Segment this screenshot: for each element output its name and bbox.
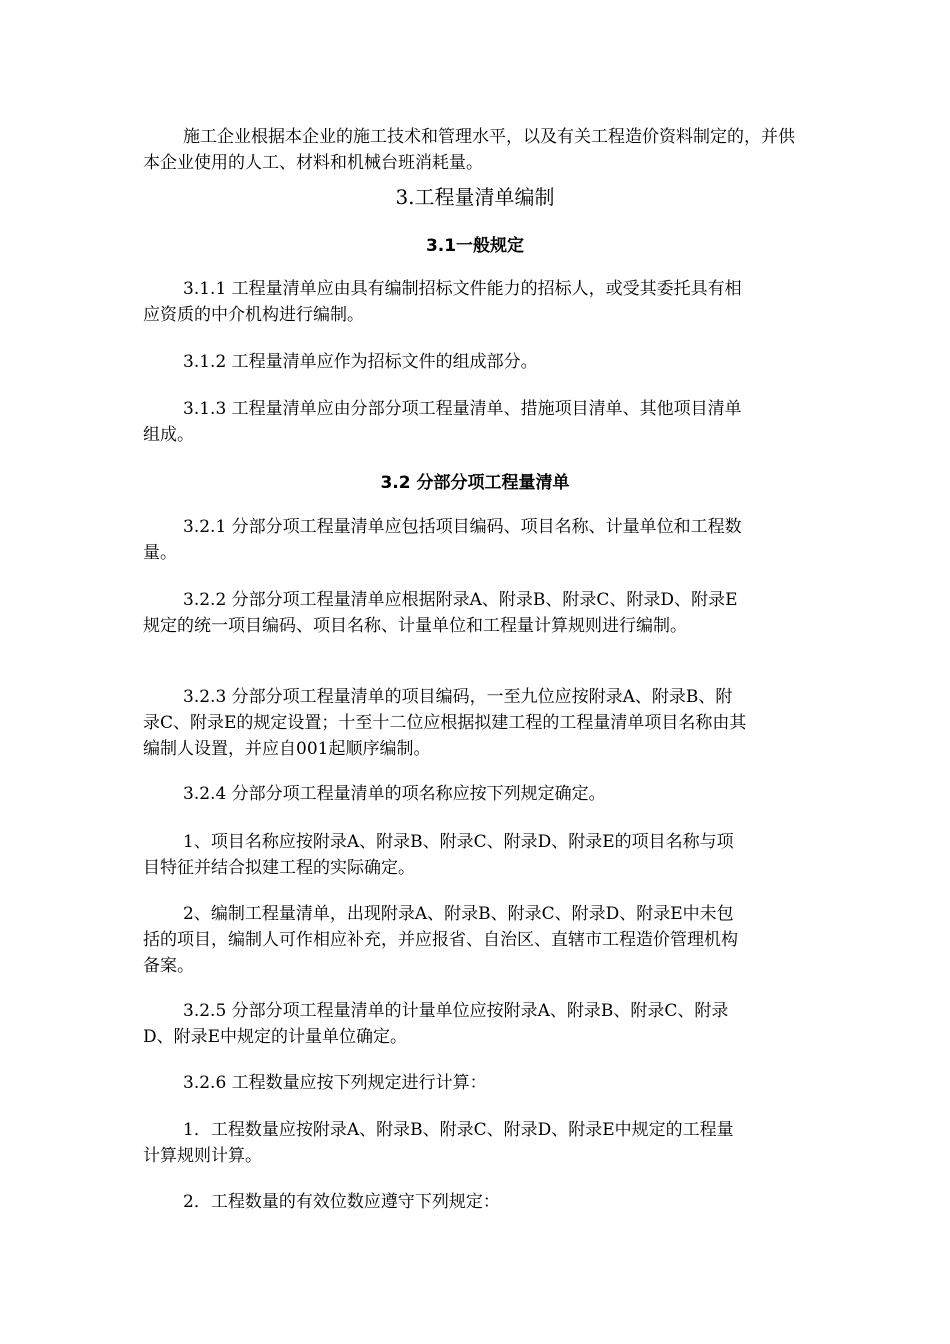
paragraph-3-1-1: 3.1.1 工程量清单应由具有编制招标文件能力的招标人，或受其委托具有相应资质的中介机构进行编制。 [143, 279, 742, 325]
paragraph-3-1-3: 3.1.3 工程量清单应由分部分项工程量清单、措施项目清单、其他项目清单组成。 [143, 399, 742, 445]
intro-paragraph: 施工企业根据本企业的施工技术和管理水平，以及有关工程造价资料制定的，并供本企业使用的人工、材料和机械台班消耗量。 [143, 127, 795, 173]
paragraph-3-2-4: 3.2.4 分部分项工程量清单的项名称应按下列规定确定。 [183, 784, 606, 804]
paragraph-3-2-2: 3.2.2 分部分项工程量清单应根据附录A、附录B、附录C、附录D、附录E规定的统一项目编码、项目名称、计量单位和工程量计算规则进行编制。 [143, 590, 738, 636]
paragraph-3-2-6: 3.2.6 工程数量应按下列规定进行计算： [183, 1073, 487, 1093]
paragraph-3-2-3: 3.2.3 分部分项工程量清单的项目编码，一至九位应按附录A、附录B、附录C、附录E的规定设置；十至十二位应根据拟建工程的工程量清单项目名称由其编制人设置，并应自001起顺序编制。 [143, 687, 747, 759]
paragraph-3-2-6-item-1: 1．工程数量应按附录A、附录B、附录C、附录D、附录E中规定的工程量计算规则计算。 [143, 1120, 734, 1166]
paragraph-3-2-4-item-1: 1、项目名称应按附录A、附录B、附录C、附录D、附录E的项目名称与项目特征并结合拟建工程的实际确定。 [143, 832, 734, 878]
section-title-3-1: 3.1一般规定 [425, 236, 525, 256]
paragraph-3-2-1: 3.2.1 分部分项工程量清单应包括项目编码、项目名称、计量单位和工程数量。 [143, 517, 742, 563]
paragraph-3-1-2: 3.1.2 工程量清单应作为招标文件的组成部分。 [183, 352, 538, 372]
paragraph-3-2-4-item-2: 2、编制工程量清单，出现附录A、附录B、附录C、附录D、附录E中未包括的项目，编制人可作相应补充，并应报省、自治区、直辖市工程造价管理机构备案。 [143, 904, 738, 976]
section-title-3-2: 3.2 分部分项工程量清单 [380, 473, 570, 493]
paragraph-3-2-5: 3.2.5 分部分项工程量清单的计量单位应按附录A、附录B、附录C、附录D、附录E中规定的计量单位确定。 [143, 1001, 729, 1047]
chapter-title: 3.工程量清单编制 [395, 185, 555, 209]
paragraph-3-2-6-item-2: 2．工程数量的有效位数应遵守下列规定： [183, 1192, 500, 1212]
